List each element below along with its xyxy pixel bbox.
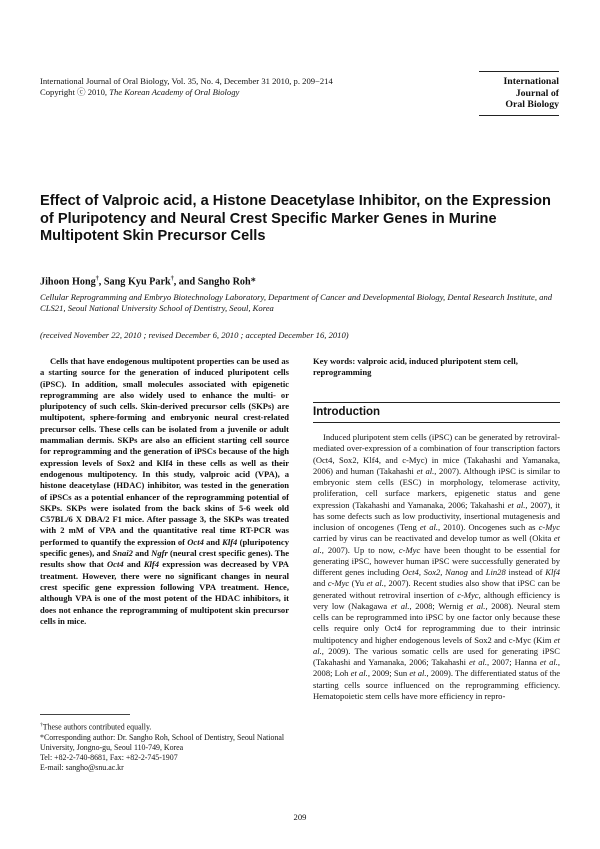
- introduction-body: Induced pluripotent stem cells (iPSC) can be generated by retroviral-mediated over-expression of a combination of four transcription factors (Oct4, Sox2, Klf4, and c-Myc) in mice (Takahashi and Yamanaka, 2006) and human (Takahashi et al., 2007). Although iPSC is similar to embryonic stem cells (ESC) in morphology, telomerase activity, proliferation, cell surface markers, epigenetic status and gene expression (Takahashi and Yamanaka, 2006; Takahashi et al., 2007), it has some defects such as low productivity, insertional mutagenesis and inclusion of oncogenes (Teng et al., 2010). Oncogenes such as c-Myc carried by virus can be reactivated and develop tumor as well (Okita et al., 2007). Up to now, c-Myc have been thought to be essential for generating iPSC, however human iPSC were successfully generated by different genes including Oct4, Sox2, Nanog and Lin28 instead of Klf4 and c-Myc (Yu et al., 2007). Recent studies also show that iPSC can be generated without retroviral insertion of c-Myc, although efficiency is very low (Nakagawa et al., 2008; Wernig et al., 2008). Neural stem cells can be reprogrammed into iPSC by one factor only because these cells require only Oct4 for reprogramming due to their intrinsic multipotency and higher endogenous levels of Sox2 and c-Myc (Kim et al., 2009). The various somatic cells are used for generating iPSC (Takahashi and Yamanaka, 2006; Takahashi et al., 2007; Hanna et al., 2008; Loh et al., 2009; Sun et al., 2009). The differentiated status of the starting cells source influenced on the reprogramming efficiency. Hematopoietic stem cells have more efficiency in repro-: [313, 432, 561, 701]
- author-name: , Sang Kyu Park: [98, 276, 171, 288]
- page-number: 209: [293, 812, 307, 822]
- keywords: Key words: valproic acid, induced pluripotent stem cell, reprogramming: [313, 356, 518, 378]
- journal-box-line: Oral Biology: [505, 99, 559, 110]
- journal-box-line: International: [503, 76, 559, 87]
- copyright-line: [40, 87, 460, 98]
- footnote-equal-contribution: †These authors contributed equally.: [40, 722, 152, 732]
- received-dates: (received November 22, 2010 ; revised December 6, 2010 ; accepted December 16, 2010): [40, 330, 349, 340]
- copyright-prefix: Copyright ⓒ 2010,: [40, 87, 110, 97]
- journal-citation-line: International Journal of Oral Biology, Vol. 35, No. 4, December 31 2010, p. 209−214: [40, 76, 333, 86]
- journal-name-box: [479, 71, 559, 116]
- footnote-contact-phone: Tel: +82-2-740-8681, Fax: +82-2-745-1907: [40, 753, 178, 763]
- section-divider: [313, 402, 560, 403]
- section-divider: [313, 422, 560, 423]
- footnotes: [40, 720, 290, 774]
- footnote-divider: [40, 714, 130, 715]
- section-heading-introduction: Introduction: [313, 406, 381, 418]
- footnote-corresponding-author: *Corresponding author: Dr. Sangho Roh, School of Dentistry, Seoul National University, Jongno-gu, Seoul 110-749, Korea: [40, 732, 285, 753]
- article-title: Effect of Valproic acid, a Histone Deacetylase Inhibitor, on the Expression of Pluripotency and Neural Crest Specific Marker Genes in Murine Multipotent Skin Precursor Cells: [40, 193, 551, 244]
- copyright-publisher: The Korean Academy of Oral Biology: [109, 87, 240, 97]
- author-name: Jihoon Hong: [40, 276, 96, 288]
- journal-citation: [40, 76, 460, 98]
- affiliation: Cellular Reprogramming and Embryo Biotechnology Laboratory, Department of Cancer and Developmental Biology, Dental Research Institute, and CLS21, Seoul National University School of Dentistry, Seoul, Korea: [40, 292, 553, 314]
- author-list: [40, 273, 560, 288]
- journal-box-line: Journal of: [515, 87, 559, 99]
- footnote-contact-email: E-mail: sangho@snu.ac.kr: [40, 763, 124, 773]
- author-name: , and Sangho Roh*: [173, 276, 256, 288]
- author-mark: †: [170, 276, 174, 282]
- abstract: Cells that have endogenous multipotent properties can be used as a starting source for the generation of induced pluripotent cells (iPSC). In addition, small molecules associated with epigenetic reprogramming are also widely used to enhance the multi- or pluripotency of such cells. Skin-derived precursor cells (SKPs) are multipotent, sphere-forming and embryonic neural crest-related precursor cells. These cells can be isolated from a juvenile or adult mammalian dermis. SKPs are also an efficient starting cell source for reprogramming and the generation of iPSCs because of the high expression levels of Sox2 and Klf4 in these cells as well as their endogenous multipotency. In this study, valproic acid (VPA), a histone deacetylase (HDAC) inhibitor, was tested in the generation of iPSCs as a potential enhancer of the reprogramming potential of SKPs. SKPs were isolated from the back skins of 5-6 week old C57BL/6 X DBA/2 F1 mice. After passage 3, the SKPs was treated with 2 mM of VPA and the quantitative real time RT-PCR was performed to quantify the expression of Oct4 and Klf4 (pluripotency specific genes), and Snai2 and Ngfr (neural crest specific genes). The results show that Oct4 and Klf4 expression was decreased by VPA treatment. However, there were no significant changes in neural crest specific gene expression following VPA treatment. Hence, although VPA is one of the most potent of the HDAC inhibitors, it does not enhance the reprogramming of multipotent skin precursor cells in mice.: [40, 356, 289, 626]
- author-mark: †: [95, 276, 99, 282]
